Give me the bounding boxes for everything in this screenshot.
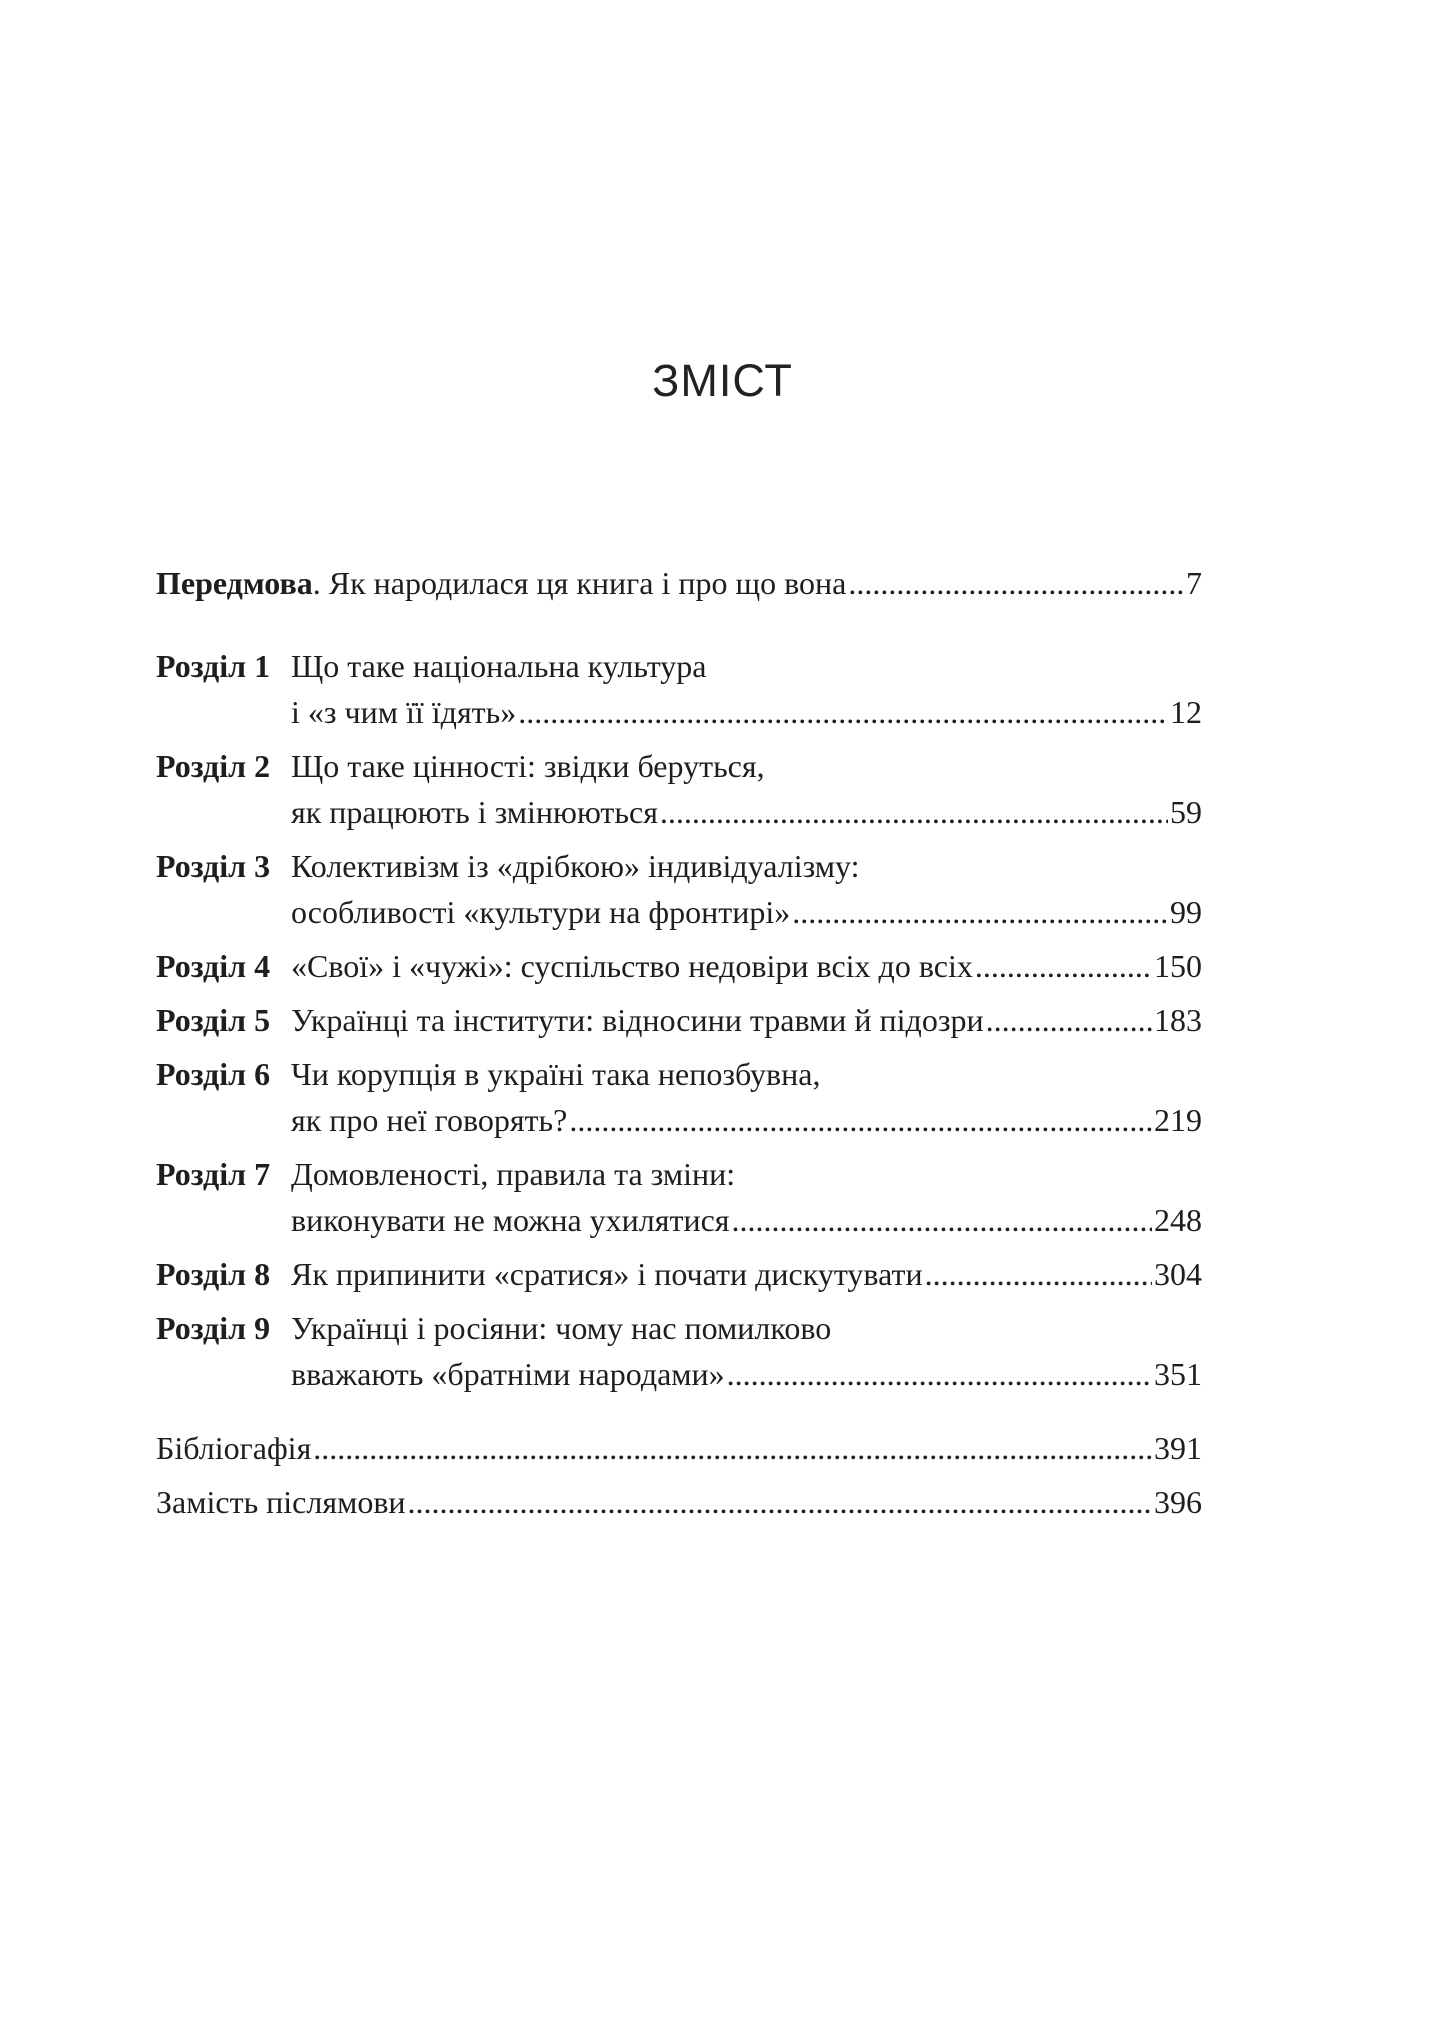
toc-entry-chapter-8 [156,1251,1202,1297]
chapter-body [291,843,1202,935]
page-number: 219 [1154,1102,1202,1138]
toc-entry-bibliography [156,1425,1202,1471]
chapter-title-line: Українці і росіяни: чому нас помилково [291,1310,832,1346]
chapter-title-last-line [291,689,1202,735]
table-of-contents [156,560,1202,1533]
page-number: 248 [1154,1202,1202,1238]
page-number: 391 [1154,1430,1202,1466]
toc-entry-chapter-7 [156,1151,1202,1243]
dot-leader [986,997,1152,1043]
chapter-label: Розділ 7 [156,1156,271,1192]
dot-leader [925,1251,1152,1297]
chapter-body [291,943,1202,989]
chapter-title-text: «Свої» і «чужі»: суспільство недовіри всіх до всіх [291,948,973,984]
page-number: 99 [1170,894,1202,930]
toc-entry-text [156,560,846,606]
chapter-title-last-line [291,889,1202,935]
chapter-title-text: особливості «культури на фронтирі» [291,894,791,930]
chapter-label: Розділ 8 [156,1256,271,1292]
toc-entry-chapter-5 [156,997,1202,1043]
chapter-title-last-line [291,1097,1202,1143]
chapter-title-last-line [291,943,1202,989]
preface-label: Передмова [156,565,313,601]
chapter-title-text: як працюють і змінюються [291,794,658,830]
chapter-label: Розділ 1 [156,648,271,684]
chapter-list [156,643,1202,1397]
dot-leader [313,1425,1152,1471]
chapter-title-text: Як припинити «сратися» і почати дискутувати [291,1256,923,1292]
chapter-title-line: Що таке цінності: звідки беруться, [291,748,765,784]
chapter-body [291,1305,1202,1397]
dot-leader [569,1097,1152,1143]
dot-leader [408,1479,1152,1525]
chapter-title-last-line [291,1351,1202,1397]
page-number: 304 [1154,1256,1202,1292]
dot-leader [727,1351,1152,1397]
chapter-body [291,1151,1202,1243]
page-number: 183 [1154,1002,1202,1038]
toc-entry-preface [156,560,1202,606]
preface-text: . Як народилася ця книга і про що вона [312,565,847,601]
chapter-label: Розділ 9 [156,1310,271,1346]
chapter-label: Розділ 5 [156,1002,271,1038]
chapter-body [291,643,1202,735]
page-number: 12 [1170,694,1202,730]
dot-leader [518,689,1168,735]
chapter-body [291,743,1202,835]
chapter-label: Розділ 4 [156,948,271,984]
toc-entry-chapter-3 [156,843,1202,935]
chapter-title-last-line [291,789,1202,835]
chapter-title-line: Чи корупція в україні така непозбувна, [291,1056,821,1092]
toc-entry-chapter-9 [156,1305,1202,1397]
chapter-title-last-line [291,1197,1202,1243]
dot-leader [848,560,1184,606]
toc-entry-chapter-1 [156,643,1202,735]
chapter-title-last-line [291,1251,1202,1297]
dot-leader [660,789,1168,835]
toc-entry-text: Замість післямови [156,1484,406,1520]
chapter-label: Розділ 2 [156,748,271,784]
chapter-title-text: як про неї говорять? [291,1102,568,1138]
chapter-body [291,997,1202,1043]
chapter-label: Розділ 3 [156,848,271,884]
chapter-title-text: Українці та інститути: відносини травми й підозри [291,1002,984,1038]
page-number: 351 [1154,1356,1202,1392]
page-number: 150 [1154,948,1202,984]
chapter-title-last-line [291,997,1202,1043]
toc-entry-chapter-2 [156,743,1202,835]
chapter-body [291,1251,1202,1297]
dot-leader [732,1197,1152,1243]
dot-leader [975,943,1152,989]
page-number: 7 [1186,565,1202,601]
page-number: 59 [1170,794,1202,830]
chapter-label: Розділ 6 [156,1056,271,1092]
chapter-title-text: вважають «братніми народами» [291,1356,725,1392]
chapter-title-text: виконувати не можна ухилятися [291,1202,730,1238]
toc-entry-text: Бібліогафія [156,1430,312,1466]
toc-entry-afterword [156,1479,1202,1525]
toc-entry-chapter-4 [156,943,1202,989]
chapter-title-text: і «з чим її їдять» [291,694,517,730]
chapter-title-line: Домовленості, правила та зміни: [291,1156,736,1192]
chapter-body [291,1051,1202,1143]
page-title: ЗМІСТ [652,355,793,406]
chapter-title-line: Що таке національна культура [291,648,707,684]
toc-entry-chapter-6 [156,1051,1202,1143]
page-number: 396 [1154,1484,1202,1520]
chapter-title-line: Колективізм із «дрібкою» індивідуалізму: [291,848,860,884]
dot-leader [792,889,1168,935]
